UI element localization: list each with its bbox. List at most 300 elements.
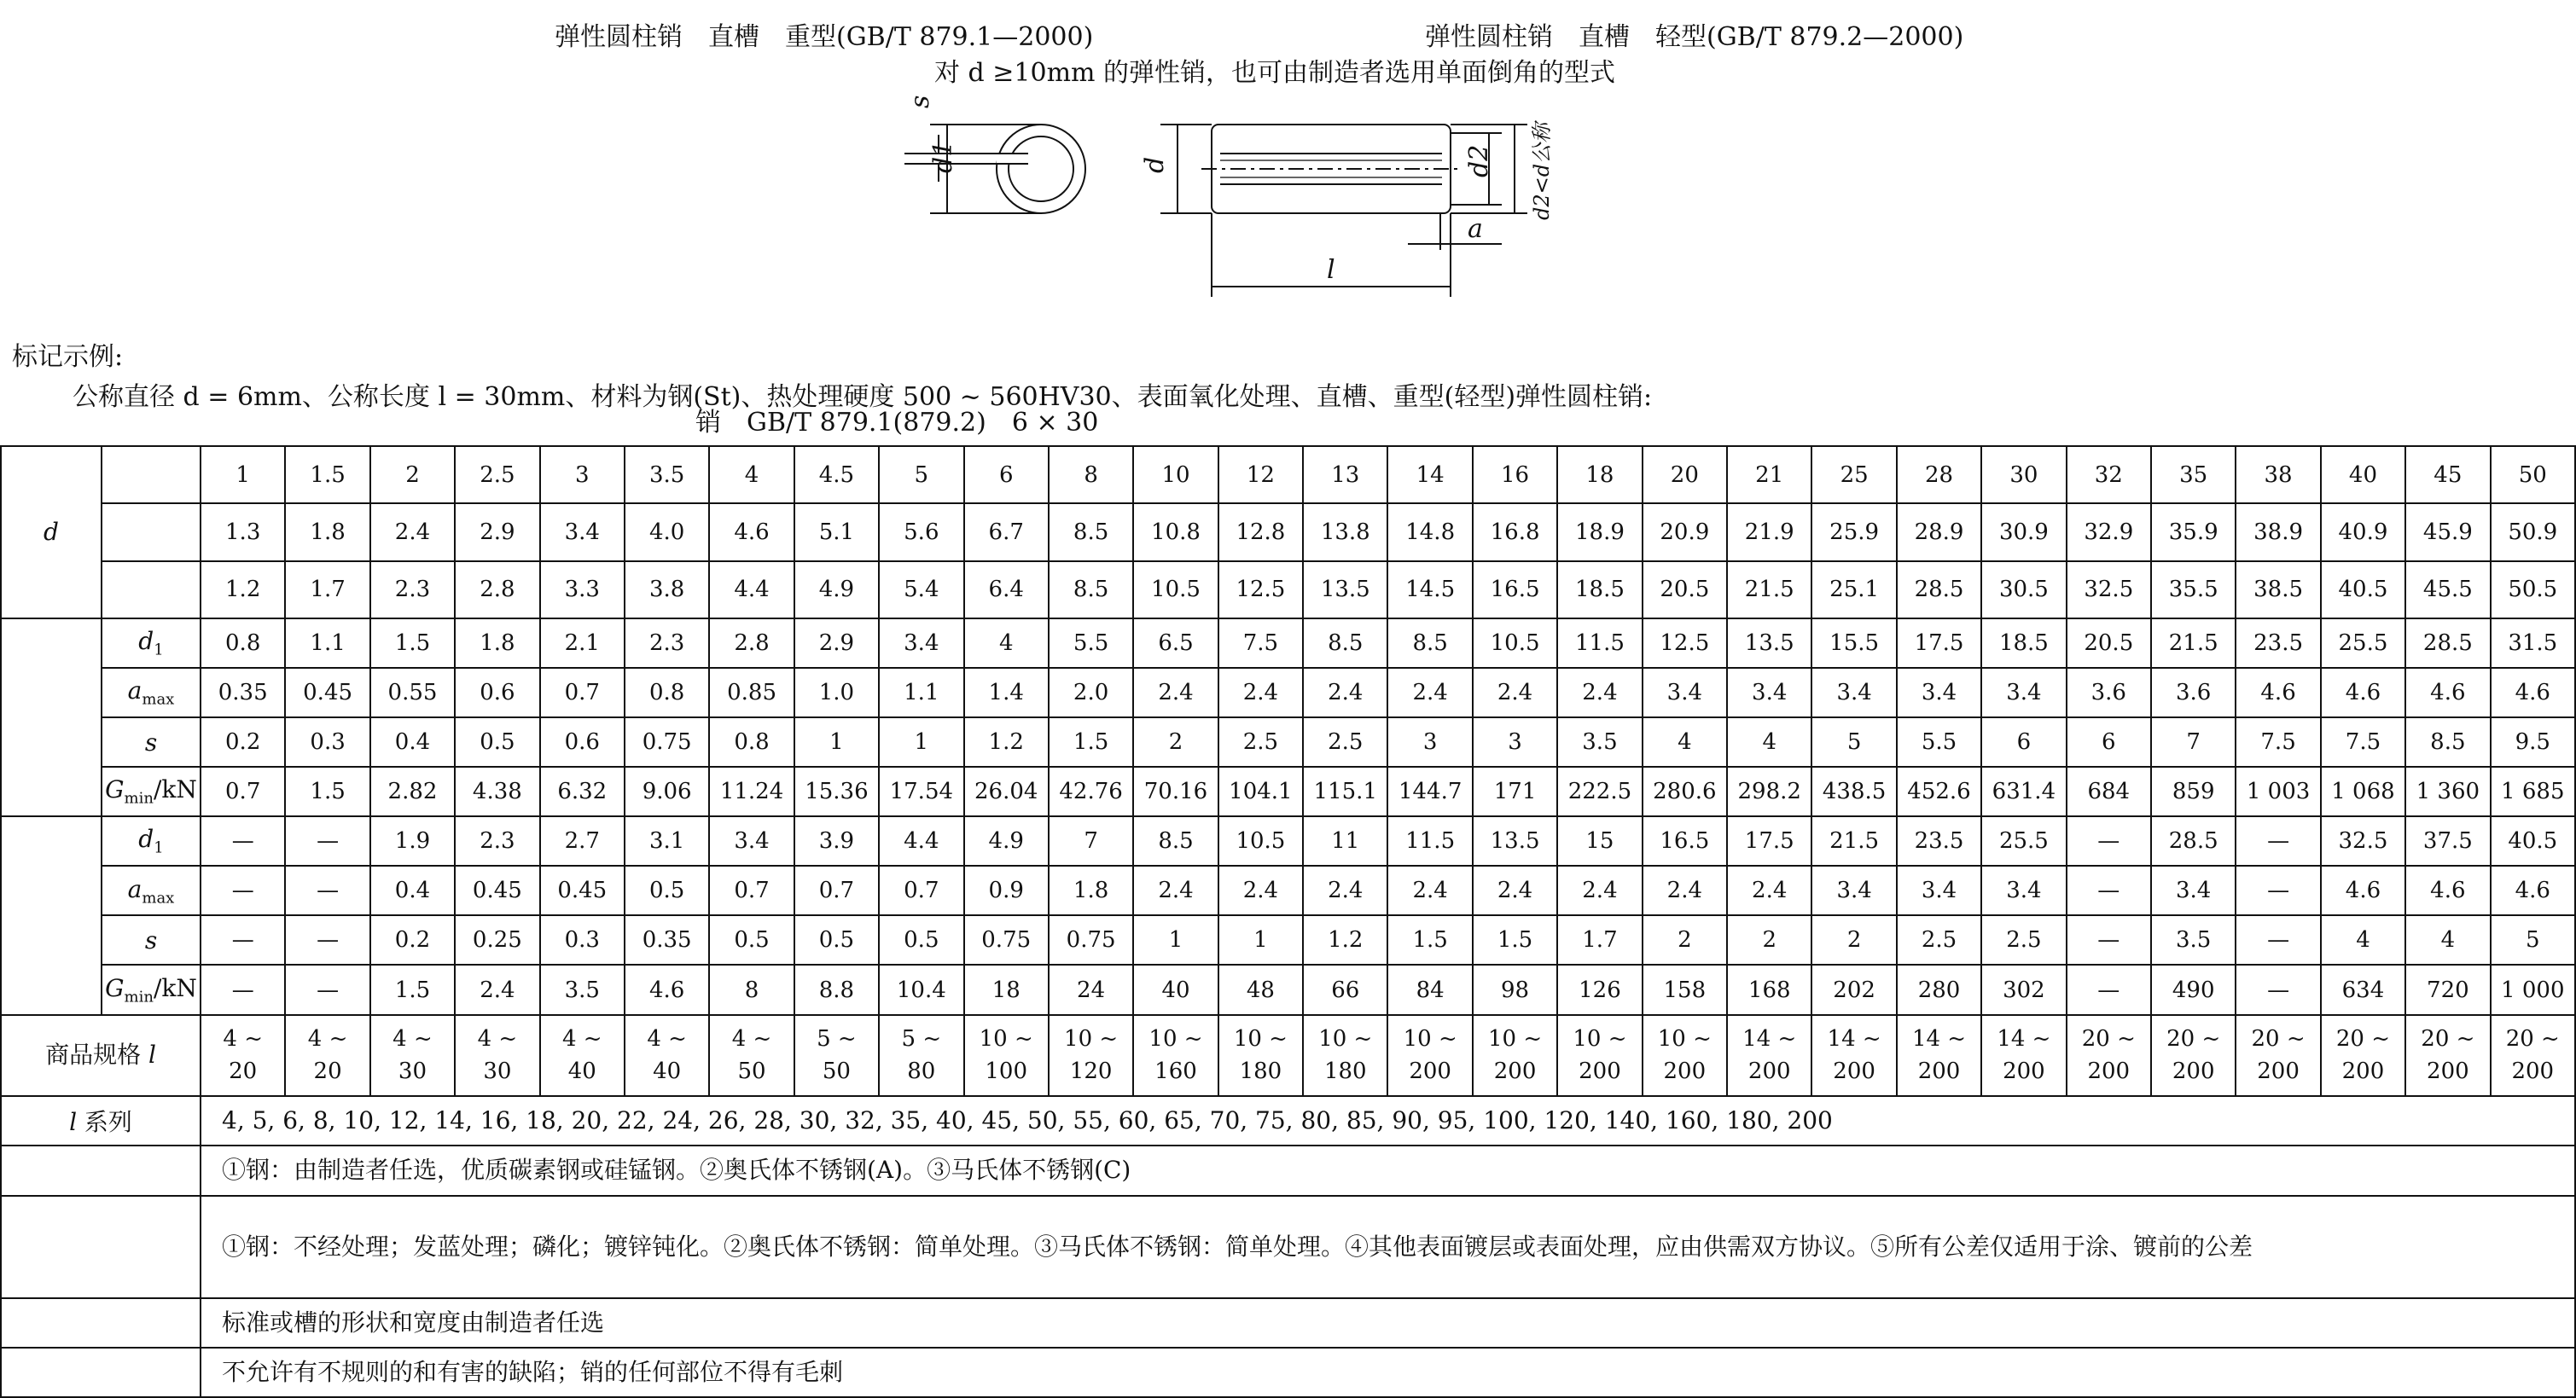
heavy-s-cell: 9.5 [2491,717,2575,767]
heavy-gmin-cell: 1 360 [2405,767,2490,816]
min-cell: 14.5 [1387,561,1472,618]
light-s-cell: 2.5 [1981,915,2066,965]
label-d2-lt-d: d2<d公称 [1530,122,1554,220]
heavy-s-cell: 0.6 [540,717,625,767]
min-cell: 2.3 [370,561,455,618]
light-s-cell: 2.5 [1897,915,1981,965]
light-amax-cell: 4.6 [2321,866,2405,915]
size-from: 5 ~ [817,1026,857,1053]
light-s-cell: 0.2 [370,915,455,965]
heavy-d1-cell: 2.1 [540,618,625,668]
commercial-size-cell [1981,1015,2066,1097]
light-amax-cell: 3.4 [1811,866,1896,915]
nominal-cell: 13 [1303,446,1387,503]
heavy-amax-cell: 2.4 [1303,668,1387,717]
min-label [102,561,201,618]
max-cell: 13.8 [1303,503,1387,560]
heavy-d1-cell: 6.5 [1133,618,1218,668]
nominal-cell: 4 [709,446,794,503]
light-gmin-cell: 10.4 [879,965,963,1014]
min-cell: 32.5 [2067,561,2151,618]
commercial-size-cell [2491,1015,2575,1097]
nominal-cell: 2 [370,446,455,503]
min-cell: 35.5 [2151,561,2236,618]
size-from: 20 ~ [2081,1026,2136,1053]
nominal-cell: 8 [1049,446,1133,503]
light-gmin-cell: 4.6 [625,965,709,1014]
heavy-amax-cell: 2.4 [1473,668,1557,717]
light-amax-cell: 2.4 [1218,866,1303,915]
heavy-d1-cell: 7.5 [1218,618,1303,668]
light-s-cell: 4 [2321,915,2405,965]
size-to: 180 [1239,1059,1282,1085]
heavy-gmin-cell: 859 [2151,767,2236,816]
min-cell: 40.5 [2321,561,2405,618]
label-a: a [1468,214,1483,244]
heavy-gmin-cell: 15.36 [794,767,879,816]
nominal-cell: 40 [2321,446,2405,503]
max-cell: 38.9 [2236,503,2320,560]
heavy-amax-cell: 0.35 [201,668,285,717]
light-gmin-cell: 1 000 [2491,965,2575,1014]
light-s-cell: 1.5 [1473,915,1557,965]
heavy-d1-cell: 1.1 [285,618,369,668]
light-s-cell: 2 [1727,915,1811,965]
heavy-d1-cell: 12.5 [1643,618,1727,668]
light-amax-cell: 0.7 [709,866,794,915]
min-cell: 38.5 [2236,561,2320,618]
heavy-gmin-cell: 115.1 [1303,767,1387,816]
commercial-size-cell [1133,1015,1218,1097]
light-s-cell: 0.5 [794,915,879,965]
heavy-gmin-cell: 70.16 [1133,767,1218,816]
light-amax-label: $a_{max}$ [102,866,201,915]
max-cell: 12.8 [1218,503,1303,560]
heavy-d1-cell: 21.5 [2151,618,2236,668]
heavy-d1-cell: 31.5 [2491,618,2575,668]
heavy-gmin-cell: 104.1 [1218,767,1303,816]
light-amax-cell: 4.6 [2405,866,2490,915]
heavy-gmin-cell: 298.2 [1727,767,1811,816]
size-to: 200 [1747,1059,1791,1085]
size-from: 10 ~ [1233,1026,1288,1053]
heavy-s-cell: 0.75 [625,717,709,767]
heavy-amax-cell: 3.4 [1643,668,1727,717]
commercial-size-cell [2151,1015,2236,1097]
heavy-d1-cell: 28.5 [2405,618,2490,668]
heavy-d1-cell: 25.5 [2321,618,2405,668]
min-cell: 4.4 [709,561,794,618]
heavy-s-label: s [102,717,201,767]
size-from: 4 ~ [393,1026,433,1053]
heavy-d1-cell: 17.5 [1897,618,1981,668]
size-to: 200 [2341,1059,2385,1085]
size-from: 10 ~ [1318,1026,1373,1053]
heavy-amax-cell: 2.4 [1133,668,1218,717]
light-gmin-cell: 40 [1133,965,1218,1014]
size-to: 200 [2257,1059,2300,1085]
light-s-cell: — [285,915,369,965]
heavy-d1-cell: 13.5 [1727,618,1811,668]
light-gmin-cell: 280 [1897,965,1981,1014]
label-d: d [1140,156,1170,173]
light-d1-cell: 28.5 [2151,816,2236,866]
commercial-size-cell [2321,1015,2405,1097]
heavy-s-cell: 3 [1387,717,1472,767]
footer-text: ①钢：不经处理；发蓝处理；磷化；镀锌钝化。②奥氏体不锈钢：简单处理。③马氏体不锈钢：简单处理。④其他表面镀层或表面处理，应由供需双方协议。⑤所有公差仅适用于涂、镀前的公差 [201,1196,2575,1298]
min-cell: 25.1 [1811,561,1896,618]
heavy-d1-cell: 23.5 [2236,618,2320,668]
nominal-cell: 21 [1727,446,1811,503]
heavy-amax-cell: 3.6 [2151,668,2236,717]
heavy-amax-cell: 1.1 [879,668,963,717]
size-to: 200 [1917,1059,1961,1085]
title-light: 弹性圆柱销 直槽 轻型(GB/T 879.2—2000) [1425,22,1964,52]
size-from: 20 ~ [2421,1026,2475,1053]
max-cell: 35.9 [2151,503,2236,560]
heavy-d1-cell: 8.5 [1303,618,1387,668]
light-d1-cell: — [285,816,369,866]
light-gmin-label: $G_{min}/kN$ [102,965,201,1014]
commercial-size-cell [1473,1015,1557,1097]
commercial-size-cell [1727,1015,1811,1097]
light-amax-cell: 2.4 [1643,866,1727,915]
commercial-size-cell [540,1015,625,1097]
size-from: 4 ~ [223,1026,263,1053]
light-amax-cell: 3.4 [1981,866,2066,915]
light-gmin-cell: 2.4 [455,965,539,1014]
commercial-size-cell [1897,1015,1981,1097]
size-from: 20 ~ [2335,1026,2391,1053]
size-to: 200 [1663,1059,1707,1085]
heavy-amax-cell: 2.0 [1049,668,1133,717]
min-cell: 3.8 [625,561,709,618]
light-gmin-cell: 24 [1049,965,1133,1014]
heavy-gmin-cell: 1 068 [2321,767,2405,816]
nominal-cell: 38 [2236,446,2320,503]
min-cell: 3.3 [540,561,625,618]
nominal-cell: 25 [1811,446,1896,503]
nominal-cell: 5 [879,446,963,503]
nominal-cell: 3.5 [625,446,709,503]
light-d1-cell: 23.5 [1897,816,1981,866]
nominal-cell: 10 [1133,446,1218,503]
max-cell: 1.8 [285,503,369,560]
size-to: 200 [2427,1059,2469,1085]
heavy-s-cell: 1.5 [1049,717,1133,767]
light-d1-cell: 13.5 [1473,816,1557,866]
light-d1-cell: 11 [1303,816,1387,866]
min-cell: 5.4 [879,561,963,618]
label-d2: d2 [1464,144,1494,177]
heavy-d1-cell: 1.5 [370,618,455,668]
heavy-gmin-cell: 684 [2067,767,2151,816]
footer-text: 不允许有不规则的和有害的缺陷；销的任何部位不得有毛刺 [201,1348,2575,1397]
heavy-d1-cell: 15.5 [1811,618,1896,668]
heavy-gmin-cell: 438.5 [1811,767,1896,816]
size-to: 120 [1069,1059,1113,1085]
light-amax-cell: 0.7 [794,866,879,915]
light-gmin-cell: 720 [2405,965,2490,1014]
nominal-cell: 35 [2151,446,2236,503]
d-label: d [1,446,102,618]
size-from: 10 ~ [1148,1026,1203,1053]
heavy-d1-cell: 20.5 [2067,618,2151,668]
min-cell: 20.5 [1643,561,1727,618]
max-cell: 6.7 [964,503,1049,560]
light-d1-cell: 2.7 [540,816,625,866]
light-gmin-cell: 84 [1387,965,1472,1014]
light-gmin-cell: 48 [1218,965,1303,1014]
max-cell: 3.4 [540,503,625,560]
heavy-gmin-cell: 42.76 [1049,767,1133,816]
marking-heading: 标记示例: [12,342,124,372]
max-cell: 10.8 [1133,503,1218,560]
heavy-amax-cell: 0.8 [625,668,709,717]
heavy-s-cell: 4 [1727,717,1811,767]
light-s-cell: 0.3 [540,915,625,965]
light-s-cell: 0.35 [625,915,709,965]
light-gmin-cell: 1.5 [370,965,455,1014]
heavy-gmin-cell: 2.82 [370,767,455,816]
light-amax-cell: 3.4 [1897,866,1981,915]
max-cell: 18.9 [1557,503,1642,560]
heavy-amax-cell: 1.4 [964,668,1049,717]
heavy-gmin-cell: 11.24 [709,767,794,816]
light-amax-cell: 0.45 [540,866,625,915]
light-d1-cell: 4.9 [964,816,1049,866]
heavy-gmin-cell: 171 [1473,767,1557,816]
size-from: 4 ~ [307,1026,348,1053]
heavy-s-cell: 5.5 [1897,717,1981,767]
size-to: 30 [483,1059,512,1085]
heavy-gmin-cell: 222.5 [1557,767,1642,816]
heavy-d1-cell: 4 [964,618,1049,668]
max-cell: 32.9 [2067,503,2151,560]
commercial-size-cell [1557,1015,1642,1097]
light-d1-cell: 3.1 [625,816,709,866]
max-cell: 4.0 [625,503,709,560]
light-s-cell: 3.5 [2151,915,2236,965]
footer-label [1,1196,201,1298]
marking-description: 公称直径 d = 6mm、公称长度 l = 30mm、材料为钢(St)、热处理硬度 500 ~ 560HV30、表面氧化处理、直槽、重型(轻型)弹性圆柱销: [73,382,1653,412]
heavy-gmin-cell: 4.38 [455,767,539,816]
nominal-cell: 20 [1643,446,1727,503]
max-cell: 14.8 [1387,503,1472,560]
heavy-s-cell: 6 [2067,717,2151,767]
light-amax-cell: 3.4 [2151,866,2236,915]
light-amax-cell: — [2236,866,2320,915]
heavy-gmin-label: $G_{min}/kN$ [102,767,201,816]
heavy-s-cell: 5 [1811,717,1896,767]
nominal-cell: 1 [201,446,285,503]
light-gmin-cell: — [201,965,285,1014]
commercial-size-cell [625,1015,709,1097]
heavy-s-cell: 3.5 [1557,717,1642,767]
nominal-label [102,446,201,503]
light-s-cell: 1 [1218,915,1303,965]
light-d1-cell: 37.5 [2405,816,2490,866]
size-from: 4 ~ [731,1026,772,1053]
light-s-cell: 2 [1643,915,1727,965]
light-amax-cell: — [285,866,369,915]
size-to: 200 [1833,1059,1875,1085]
light-amax-cell: 0.9 [964,866,1049,915]
light-d1-cell: 2.3 [455,816,539,866]
light-gmin-cell: 168 [1727,965,1811,1014]
light-gmin-cell: — [285,965,369,1014]
heavy-amax-cell: 0.6 [455,668,539,717]
max-cell: 30.9 [1981,503,2066,560]
heavy-amax-cell: 0.7 [540,668,625,717]
size-to: 200 [2172,1059,2215,1085]
heavy-gmin-cell: 17.54 [879,767,963,816]
min-cell: 1.2 [201,561,285,618]
light-d1-cell: 1.9 [370,816,455,866]
nominal-cell: 16 [1473,446,1557,503]
light-d1-cell: 25.5 [1981,816,2066,866]
heavy-amax-cell: 0.55 [370,668,455,717]
marking-code: 销 GB/T 879.1(879.2) 6 × 30 [695,408,1099,438]
light-amax-cell: 2.4 [1303,866,1387,915]
commercial-size-cell [201,1015,285,1097]
heavy-amax-cell: 3.4 [1727,668,1811,717]
size-from: 14 ~ [1827,1026,1881,1053]
heavy-amax-cell: 4.6 [2236,668,2320,717]
nominal-cell: 28 [1897,446,1981,503]
heavy-amax-cell: 2.4 [1387,668,1472,717]
commercial-size-cell [1811,1015,1896,1097]
light-d1-cell: 16.5 [1643,816,1727,866]
heavy-amax-cell: 0.45 [285,668,369,717]
heavy-s-cell: 1.2 [964,717,1049,767]
heavy-amax-cell: 0.85 [709,668,794,717]
light-s-cell: 0.75 [1049,915,1133,965]
heavy-s-cell: 2 [1133,717,1218,767]
heavy-d1-cell: 2.8 [709,618,794,668]
chamfer-note: 对 d ≥10mm 的弹性销，也可由制造者选用单面倒角的型式 [934,58,1616,88]
size-to: 200 [1409,1059,1451,1085]
commercial-size-cell [1643,1015,1727,1097]
light-gmin-cell: 8.8 [794,965,879,1014]
light-s-cell: 2 [1811,915,1896,965]
light-s-cell: 0.75 [964,915,1049,965]
heavy-d1-cell: 8.5 [1387,618,1472,668]
min-cell: 21.5 [1727,561,1811,618]
min-cell: 16.5 [1473,561,1557,618]
heavy-s-cell: 3 [1473,717,1557,767]
size-to: 200 [1579,1059,1621,1085]
commercial-size-cell [794,1015,879,1097]
size-from: 4 ~ [647,1026,687,1053]
heavy-d1-cell: 3.4 [879,618,963,668]
heavy-amax-cell: 2.4 [1218,668,1303,717]
heavy-gmin-cell: 9.06 [625,767,709,816]
light-s-cell: 1.2 [1303,915,1387,965]
light-gmin-cell: 18 [964,965,1049,1014]
commercial-size-cell [2405,1015,2490,1097]
light-s-cell: — [201,915,285,965]
heavy-gmin-cell: 144.7 [1387,767,1472,816]
light-amax-cell: 0.5 [625,866,709,915]
size-from: 14 ~ [1997,1026,2051,1053]
min-cell: 12.5 [1218,561,1303,618]
commercial-size-cell [285,1015,369,1097]
heavy-s-cell: 4 [1643,717,1727,767]
light-d1-cell: — [2236,816,2320,866]
heavy-s-cell: 2.5 [1218,717,1303,767]
heavy-amax-cell: 4.6 [2405,668,2490,717]
light-amax-cell: — [2067,866,2151,915]
min-cell: 28.5 [1897,561,1981,618]
light-gmin-cell: — [2236,965,2320,1014]
min-cell: 4.9 [794,561,879,618]
size-from: 14 ~ [1911,1026,1967,1053]
light-gmin-cell: 98 [1473,965,1557,1014]
light-s-label: s [102,915,201,965]
heavy-gmin-cell: 631.4 [1981,767,2066,816]
commercial-size-cell [964,1015,1049,1097]
heavy-amax-cell: 3.4 [1981,668,2066,717]
label-s: s [905,95,935,108]
commercial-size-cell [709,1015,794,1097]
heavy-s-cell: 1 [794,717,879,767]
heavy-gmin-cell: 1 685 [2491,767,2575,816]
heavy-amax-cell: 3.4 [1897,668,1981,717]
light-s-cell: 1 [1133,915,1218,965]
footer-text: 4, 5, 6, 8, 10, 12, 14, 16, 18, 20, 22, 24, 26, 28, 30, 32, 35, 40, 45, 50, 55, 60, 65, 70, 75, 80, 85, 90, 95, 100, 120, 140, 160, 180, 200 [201,1096,2575,1146]
max-cell: 16.8 [1473,503,1557,560]
size-to: 200 [1493,1059,1537,1085]
min-cell: 18.5 [1557,561,1642,618]
commercial-size-cell [1049,1015,1133,1097]
light-d1-cell: 10.5 [1218,816,1303,866]
min-cell: 45.5 [2405,561,2490,618]
heavy-s-cell: 0.8 [709,717,794,767]
size-to: 200 [2087,1059,2131,1085]
size-to: 200 [2003,1059,2045,1085]
nominal-cell: 18 [1557,446,1642,503]
light-d1-cell: 32.5 [2321,816,2405,866]
size-from: 14 ~ [1742,1026,1797,1053]
heavy-d1-cell: 18.5 [1981,618,2066,668]
size-from: 5 ~ [901,1026,942,1053]
commercial-size-cell [2236,1015,2320,1097]
footer-label [1,1146,201,1195]
heavy-s-cell: 7.5 [2321,717,2405,767]
max-cell: 1.3 [201,503,285,560]
max-cell: 2.4 [370,503,455,560]
light-d1-cell: 3.4 [709,816,794,866]
heavy-amax-cell: 4.6 [2321,668,2405,717]
heavy-amax-cell: 3.6 [2067,668,2151,717]
commercial-size-cell [1387,1015,1472,1097]
light-amax-cell: 2.4 [1727,866,1811,915]
max-cell: 40.9 [2321,503,2405,560]
commercial-size-label: 商品规格 l [1,1015,201,1097]
size-to: 40 [653,1059,682,1085]
heavy-gmin-cell: 1.5 [285,767,369,816]
light-d1-cell: 15 [1557,816,1642,866]
min-cell: 1.7 [285,561,369,618]
size-to: 30 [398,1059,427,1085]
light-d1-cell: 8.5 [1133,816,1218,866]
max-cell: 5.1 [794,503,879,560]
size-from: 10 ~ [1064,1026,1119,1053]
heavy-gmin-cell: 0.7 [201,767,285,816]
size-to: 100 [985,1059,1028,1085]
heavy-s-cell: 8.5 [2405,717,2490,767]
